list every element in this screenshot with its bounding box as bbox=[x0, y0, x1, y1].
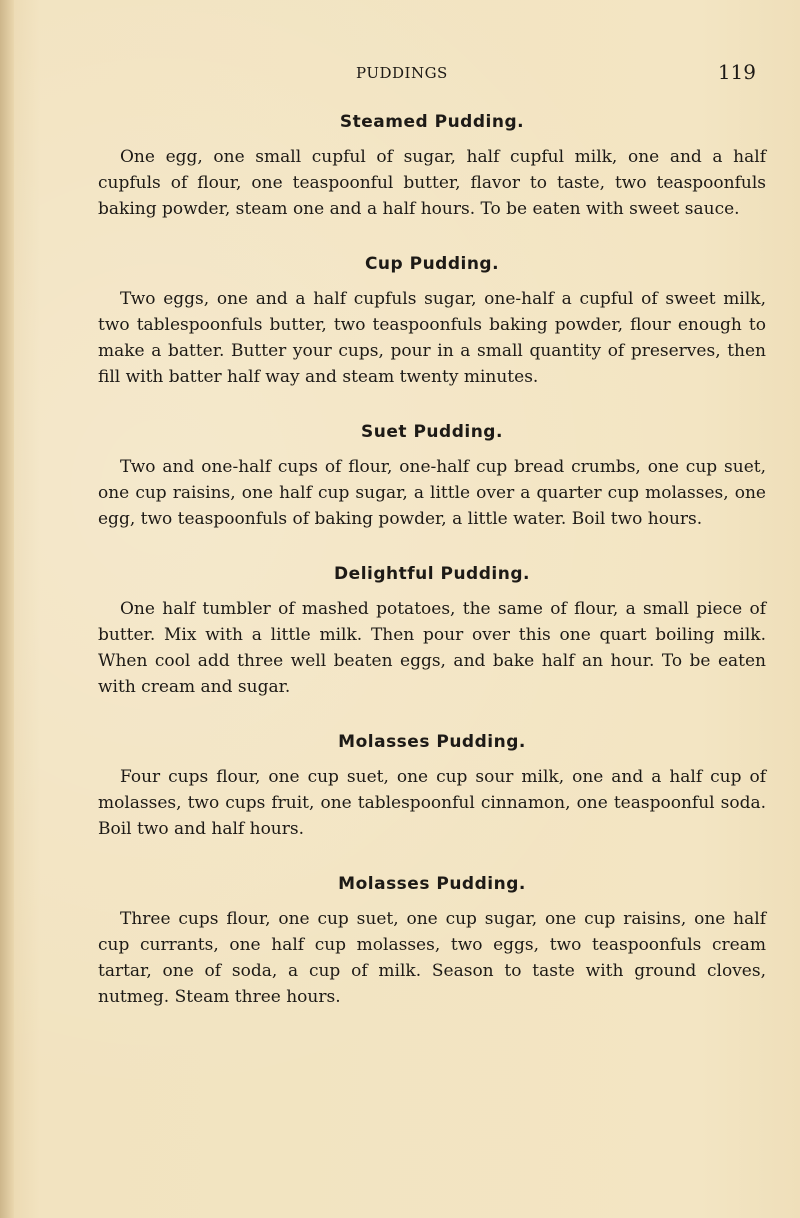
recipe-molasses-pudding-1 bbox=[98, 732, 766, 842]
recipe-body: Two eggs, one and a half cupfuls sugar, one-half a cupful of sweet milk, two tablespoonfuls butter, two teaspoonfuls baking powder, flour enough to make a batter. Butter your cups, pour in a small quantity of preserves, then fill with batter half way and steam twenty minutes. bbox=[98, 289, 766, 387]
recipe-steamed-pudding bbox=[98, 112, 766, 222]
page-number: 119 bbox=[717, 60, 756, 84]
recipe-cup-pudding bbox=[98, 254, 766, 390]
recipe-title: Suet Pudding. bbox=[361, 422, 503, 442]
recipe-title: Steamed Pudding. bbox=[339, 112, 525, 132]
recipe-body: One egg, one small cupful of sugar, half cupful milk, one and a half cupfuls of flour, one teaspoonful butter, flavor to taste, two teaspoonfuls baking powder, steam one and a half hours. To be eaten with sweet sauce. bbox=[98, 147, 766, 219]
running-head: PUDDINGS bbox=[356, 64, 448, 82]
recipe-title: Cup Pudding. bbox=[364, 254, 500, 274]
recipe-molasses-pudding-2 bbox=[98, 874, 766, 1010]
recipe-body: Three cups flour, one cup suet, one cup sugar, one cup raisins, one half cup currants, one half cup molasses, two eggs, two teaspoonfuls cream tartar, one of soda, a cup of milk. Season to taste with ground cloves, nutmeg. Steam three hours. bbox=[98, 909, 766, 1007]
page-header bbox=[0, 60, 800, 90]
recipe-body: One half tumbler of mashed potatoes, the same of flour, a small piece of butter. Mix with a little milk. Then pour over this one quart boiling milk. When cool add three well beaten eggs, and bake half an hour. To be eaten with cream and sugar. bbox=[98, 599, 766, 697]
page-binding-edge bbox=[0, 0, 14, 1218]
recipe-suet-pudding bbox=[98, 422, 766, 532]
recipe-title: Delightful Pudding. bbox=[334, 564, 530, 584]
recipe-delightful-pudding bbox=[98, 564, 766, 700]
recipe-body: Two and one-half cups of flour, one-half cup bread crumbs, one cup suet, one cup raisins, one half cup sugar, a little over a quarter cup molasses, one egg, two teaspoonfuls of baking powder, a little water. Boil two hours. bbox=[98, 457, 766, 529]
recipe-title: Molasses Pudding. bbox=[338, 732, 526, 752]
recipe-title: Molasses Pudding. bbox=[338, 874, 526, 894]
recipe-list bbox=[98, 112, 766, 1042]
recipe-body: Four cups flour, one cup suet, one cup sour milk, one and a half cup of molasses, two cups fruit, one tablespoonful cinnamon, one teaspoonful soda. Boil two and half hours. bbox=[98, 767, 766, 839]
